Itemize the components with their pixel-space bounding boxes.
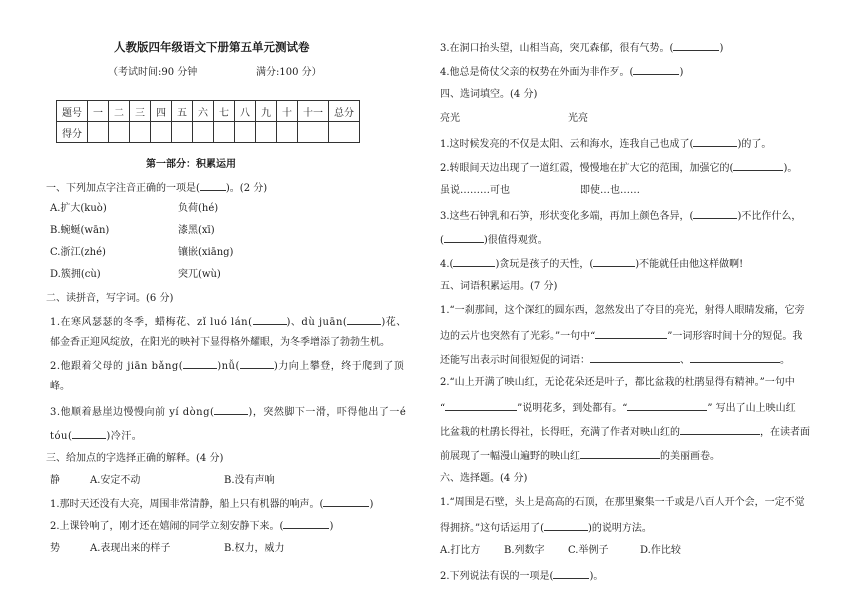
q1-option-d-word2: 突兀(wù) [178, 269, 221, 280]
q4-item4-text-b: )贪玩是孩子的天性，( [495, 259, 594, 270]
q5-item1-text-d: 还能写出表示时间很短促的词语： [440, 355, 590, 366]
q6-option-c[interactable]: C.举例子 [568, 545, 609, 556]
q1-option-a-word2: 负荷(hé) [178, 203, 219, 214]
q3-heading: 三、给加点的字选择正确的解释。(4 分) [46, 453, 224, 464]
q2-item2-text-a: 2.他跟着父母的 jiān bǎng( [50, 361, 184, 372]
q3-sentence2 [50, 518, 333, 534]
q2-item1-text-c: )花、 [381, 317, 407, 328]
score-table-cell: 总分 [329, 101, 360, 122]
q4-item4 [440, 256, 743, 272]
q5-item1-text-e: 、 [680, 355, 690, 366]
q5-item1-blank2[interactable] [590, 352, 680, 363]
q4-item4-blank1[interactable] [453, 256, 495, 267]
q3-sentence4 [440, 64, 683, 80]
q5-item2-blank4[interactable] [580, 448, 660, 459]
q1-stem [46, 180, 267, 196]
q5-item1-text-b: 边的云片也突然有了光彩。”一句中“ [440, 331, 596, 342]
score-table-cell: 六 [193, 101, 214, 122]
q5-item2-open-quote: “ [440, 403, 446, 414]
q2-item2-text-c: )力向上攀登，终于爬到了顶 [273, 361, 405, 372]
score-table-cell[interactable] [88, 122, 109, 143]
q4-word-suishuo: 虽说………可也 [440, 185, 510, 196]
q3-sentence4-tail: ) [679, 67, 684, 78]
q4-item2 [440, 160, 797, 176]
q5-item1-line2 [440, 328, 802, 344]
q2-item2-line1 [50, 358, 404, 374]
q4-word-liangguang: 亮光 [440, 113, 460, 124]
q3-sentence1-text: 1.那时天还没有大亮，周围非常清静，船上只有机器的响声。( [50, 499, 324, 510]
score-table-cell[interactable] [214, 122, 235, 143]
q2-item3-text-c: tóu( [50, 431, 73, 442]
score-table-header-row [57, 101, 360, 122]
q6-option-a[interactable]: A.打比方 [440, 545, 481, 556]
q4-item3-tail: )很值得观赏。 [483, 235, 548, 246]
exam-time: （考试时间:90 分钟 [108, 67, 198, 78]
q5-item2-line1: 2.“山上开满了映山红，无论花朵还是叶子，都比盆栽的杜鹃显得有精神。”一句中 [440, 377, 795, 388]
q1-option-b: B.蜿蜒(wān) [50, 225, 110, 236]
score-table-cell: 三 [130, 101, 151, 122]
score-table-cell[interactable] [151, 122, 172, 143]
score-table-score-row [57, 122, 360, 143]
q4-item3-text-c: ( [440, 235, 444, 246]
q1-stem-tail: )。(2 分) [225, 183, 268, 194]
q5-item2-blank3[interactable] [680, 424, 760, 435]
q3-sentence4-blank[interactable] [633, 64, 679, 75]
q2-item3-line2 [50, 428, 142, 444]
q6-item1-text-b: 得拥挤。”这句话运用了( [440, 523, 545, 534]
q4-item1-blank[interactable] [693, 136, 737, 147]
q4-item3-blank2[interactable] [444, 232, 484, 243]
q5-item2-text-d: 比盆栽的杜鹃长得社，长得旺，充满了作者对映山红的 [440, 427, 680, 438]
q5-item1-text-c: ”一词形容时间十分的短促。我 [667, 331, 803, 342]
q1-option-c-word2: 镶嵌(xiāng) [178, 247, 234, 258]
q4-item3-line2 [440, 232, 548, 248]
q3-jing-option-a: A.安定不动 [90, 475, 141, 486]
q3-word-jing: 静 [50, 475, 60, 486]
q3-sentence3 [440, 40, 723, 56]
q5-item2-line3 [440, 424, 810, 440]
q2-item1-text-b: )、dù juān( [286, 317, 348, 328]
q5-item1-blank1[interactable] [595, 328, 667, 339]
q1-stem-text: 一、下列加点字注音正确的一项是( [46, 183, 200, 194]
q5-item2-line4 [440, 448, 720, 464]
q5-heading: 五、词语积累运用。(7 分) [440, 281, 558, 292]
score-table-cell: 八 [235, 101, 256, 122]
q1-option-c: C.浙江(zhé) [50, 247, 106, 258]
q3-sentence1-tail: ) [369, 499, 374, 510]
q4-item2-tail: )。 [783, 163, 798, 174]
q5-item2-text-e: ，在读者面 [760, 427, 810, 438]
q1-option-a: A.扩大(kuò) [50, 203, 107, 214]
q4-item4-text-c: )不能就任由他这样做啊! [635, 259, 744, 270]
q5-item1-text-f: 。 [780, 355, 790, 366]
score-table-cell[interactable] [235, 122, 256, 143]
q6-item2 [440, 568, 603, 584]
q5-item1-line1: 1.“一刹那间，这个深红的圆东西，忽然发出了夺目的亮光，射得人眼睛发痛，它旁 [440, 305, 805, 316]
q6-option-d[interactable]: D.作比较 [640, 545, 681, 556]
q3-sentence2-text: 2.上课铃响了，刚才还在嬉闹的同学立刻安静下来。( [50, 521, 284, 532]
q2-item1-text-a: 1.在寒风瑟瑟的冬季，蜡梅花、zǐ luó lán( [50, 317, 253, 328]
score-table-cell: 五 [172, 101, 193, 122]
q2-item1-line1 [50, 314, 407, 330]
score-table-cell: 七 [214, 101, 235, 122]
q6-item2-tail: )。 [589, 571, 604, 582]
q4-word-jishi: 即使…也…… [580, 185, 640, 196]
q3-word-shi: 势 [50, 543, 60, 554]
q2-item3-text-d: )冷汗。 [106, 431, 143, 442]
q6-item1-text-c: )的说明方法。 [588, 523, 652, 534]
exam-full-score: 满分:100 分） [256, 67, 322, 78]
q4-item4-text-a: 4.( [440, 259, 454, 270]
score-table-cell[interactable] [277, 122, 298, 143]
score-table-cell: 四 [151, 101, 172, 122]
score-table-cell[interactable] [130, 122, 151, 143]
q2-item3-text-a: 3.他顺着悬崖边慢慢向前 yí dòng( [50, 407, 215, 418]
q5-item2-text-f: 前展现了一幅漫山遍野的映山红 [440, 451, 580, 462]
q2-item1-blank1[interactable] [253, 314, 287, 325]
score-table-cell[interactable] [298, 122, 329, 143]
q2-item2-blank2[interactable] [240, 358, 274, 369]
score-table-cell: 十一 [298, 101, 329, 122]
q2-item2-text-b: )nǚ( [217, 361, 240, 372]
q5-item2-blank1[interactable] [445, 400, 517, 411]
q5-item1-line3 [440, 352, 790, 368]
q2-heading: 二、读拼音，写字词。(6 分) [46, 293, 174, 304]
q3-sentence3-blank[interactable] [673, 40, 719, 51]
q6-item1-blank[interactable] [544, 520, 588, 531]
q6-heading: 六、选择题。(4 分) [440, 473, 528, 484]
q6-item1-line1: 1.“周围是石壁，头上是高高的石顶，在那里聚集一千或是八百人开个会，一定不觉 [440, 497, 805, 508]
q5-item2-text-g: 的美丽画卷。 [660, 451, 720, 462]
score-table-cell: 十 [277, 101, 298, 122]
score-table-cell[interactable] [193, 122, 214, 143]
q2-item1-blank2[interactable] [347, 314, 381, 325]
q4-item1-tail: )的了。 [737, 139, 772, 150]
q4-item1 [440, 136, 771, 152]
q3-sentence4-text: 4.他总是倚仗父亲的权势在外面为非作歹。( [440, 67, 634, 78]
q3-shi-option-b: B.权力，威力 [224, 543, 285, 554]
q2-item3-text-b: )，突然脚下一滑，吓得他出了一é [248, 407, 407, 418]
q5-item2-line2 [440, 400, 796, 416]
q6-option-b[interactable]: B.列数字 [504, 545, 545, 556]
q5-item2-text-b: ”说明花多，到处都有。“ [517, 403, 628, 414]
q1-option-d: D.簇拥(cù) [50, 269, 101, 280]
score-table-cell: 九 [256, 101, 277, 122]
q5-item1-blank3[interactable] [690, 352, 780, 363]
q2-item1-line2: 郁金香正迎风绽放，在阳光的映衬下显得格外耀眼，为冬季增添了勃勃生机。 [50, 337, 390, 348]
q4-item2-text: 2.转眼间天边出现了一道红霞，慢慢地在扩大它的范围，加强它的( [440, 163, 734, 174]
q2-item3-line1 [50, 404, 406, 420]
q5-item2-blank2[interactable] [627, 400, 707, 411]
q6-item1-options [440, 544, 704, 558]
score-table-cell[interactable] [172, 122, 193, 143]
q4-item3-text: 3.这些石钟乳和石笋，形状变化多端，再加上颜色各异，( [440, 211, 694, 222]
q3-sentence3-text: 3.在洞口抬头望，山相当高，突兀森郁，很有气势。( [440, 43, 674, 54]
q5-item2-text-c: ” 写出了山上映山红 [707, 403, 796, 414]
q4-word-guangliang: 光亮 [568, 113, 588, 124]
page-title: 人教版四年级语文下册第五单元测试卷 [114, 40, 310, 54]
q3-sentence2-tail: ) [329, 521, 334, 532]
q6-item1-line2 [440, 520, 652, 536]
q4-item3-blank1[interactable] [693, 208, 737, 219]
score-table-cell: 得分 [57, 122, 88, 143]
part-one-heading: 第一部分：积累运用 [146, 159, 236, 170]
q4-item2-blank[interactable] [733, 160, 783, 171]
q4-item3-text-b: )不比作什么， [737, 211, 802, 222]
q6-item2-blank[interactable] [553, 568, 589, 579]
q2-item2-blank1[interactable] [183, 358, 217, 369]
score-table-cell: 二 [109, 101, 130, 122]
score-table-cell[interactable] [329, 122, 360, 143]
score-table [56, 100, 360, 143]
q2-item3-blank1[interactable] [214, 404, 248, 415]
q3-shi-option-a: A.表现出来的样子 [90, 543, 171, 554]
q3-sentence1-blank[interactable] [323, 496, 369, 507]
q3-sentence3-tail: ) [719, 43, 724, 54]
q2-item2-line2: 峰。 [50, 381, 70, 392]
q2-item3-blank2[interactable] [72, 428, 106, 439]
q3-jing-option-b: B.没有声响 [224, 475, 275, 486]
q4-item4-blank2[interactable] [593, 256, 635, 267]
q3-sentence1 [50, 496, 373, 512]
q3-sentence2-blank[interactable] [283, 518, 329, 529]
q1-answer-blank[interactable] [200, 180, 226, 191]
score-table-cell[interactable] [256, 122, 277, 143]
score-table-cell[interactable] [109, 122, 130, 143]
q6-item2-text: 2.下列说法有误的一项是( [440, 571, 554, 582]
q4-item1-text: 1.这时候发亮的不仅是太阳、云和海水，连我自己也成了( [440, 139, 694, 150]
score-table-cell: 题号 [57, 101, 88, 122]
q4-item3-line1 [440, 208, 801, 224]
q4-heading: 四、选词填空。(4 分) [440, 89, 538, 100]
score-table-cell: 一 [88, 101, 109, 122]
q1-option-b-word2: 漆黑(xī) [178, 225, 215, 236]
